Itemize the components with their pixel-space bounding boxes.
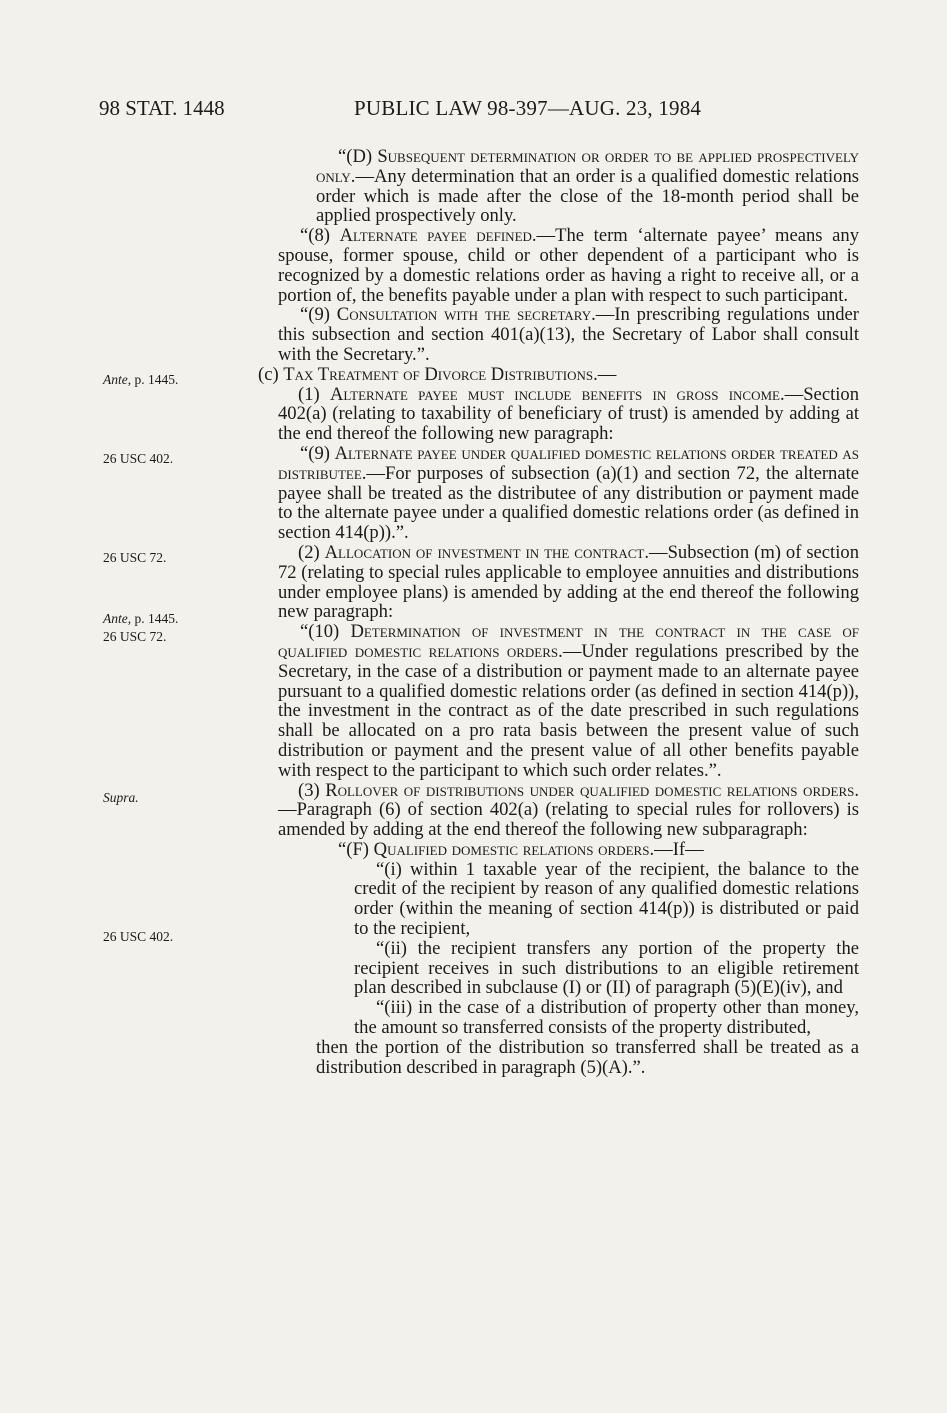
paragraph-c2-quoted: “(10) Determination of investment in the contract in the case of qualified domestic relations orders.—Under regulations prescribed by the Secretary, in the case of a distribution or payment made to an alternate payee pursuant to a qualified domestic relations order (as defined in section 414(p)), the investment in the contract as of the date prescribed in such regulations shall be allocated on a pro rata basis between the present value of such distribution or payment and the present value of all other benefits payable with respect to the participant to which such order relates.”. xyxy=(278,621,859,781)
paragraph-c3: (3) Rollover of distributions under qualified domestic relations orders.—Paragraph (6) of section 402(a) (relating to special rules for rollovers) is amended by adding at the end thereof the following new subparagraph: xyxy=(278,779,859,841)
paragraph-c2: (2) Allocation of investment in the contract.—Subsection (m) of section 72 (relating to special rules applicable to employee annuities and distributions under employee plans) is amended by adding at the end thereof the following new paragraph: xyxy=(278,541,859,623)
closing-sentence: then the portion of the distribution so transferred shall be treated as a distribution described in paragraph (5)(A).”. xyxy=(316,1036,859,1078)
margin-note-ante: Ante, p. 1445. xyxy=(103,372,179,387)
subparagraph-d: “(D) Subsequent determination or order to be applied prospectively only.—Any determination that an order is a qualified domestic relations order which is made after the close of the 18-month period shall be applied prospectively only. xyxy=(316,146,859,227)
paragraph-c1: (1) Alternate payee must include benefits in gross income.—Section 402(a) (relating to taxability of beneficiary of trust) is amended by adding at the end thereof the following new paragraph: xyxy=(278,383,859,445)
paragraph-8: “(8) Alternate payee defined.—The term ‘alternate payee’ means any spouse, former spouse, child or other dependent of a participant who is recognized by a domestic relations order as having a right to receive all, or a portion of, the benefits payable under a plan with respect to such participant. xyxy=(278,225,859,306)
paragraph-c1-quoted: “(9) Alternate payee under qualified domestic relations order treated as distributee.—For purposes of subsection (a)(1) and section 72, the alternate payee shall be treated as the distributee of any distribution or payment made to the alternate payee under a qualified domestic relations order (as defined in section 414(p)).”. xyxy=(278,442,859,544)
margin-note-supra: Supra. xyxy=(103,790,139,805)
statute-body xyxy=(258,146,859,1078)
clause-ii: “(ii) the recipient transfers any portion of the property the recipient receives in such distributions to an eligible retirement plan described in subclause (I) or (II) of paragraph (5)(E)(iv), and xyxy=(354,937,859,999)
page-running-title: PUBLIC LAW 98-397—AUG. 23, 1984 xyxy=(354,96,702,120)
paragraph-9: “(9) Consultation with the secretary.—In prescribing regulations under this subsection and section 401(a)(13), the Secretary of Labor shall consult with the Secretary.”. xyxy=(278,304,859,365)
subsection-c: (c) Tax Treatment of Divorce Distributions.— xyxy=(258,363,617,385)
page-stat-citation: 98 STAT. 1448 xyxy=(99,96,225,120)
margin-note-usc: 26 USC 72. xyxy=(103,550,167,565)
margin-note-usc: 26 USC 402. xyxy=(103,929,174,944)
subparagraph-f: “(F) Qualified domestic relations orders.—If— xyxy=(338,838,704,860)
margin-note-usc: 26 USC 402. xyxy=(103,451,174,466)
clause-i: “(i) within 1 taxable year of the recipient, the balance to the credit of the recipient by reason of any qualified domestic relations order (within the meaning of section 414(p)) is distributed or paid to the recipient, xyxy=(354,858,859,940)
clause-iii: “(iii) in the case of a distribution of property other than money, the amount so transferred consists of the property distributed, xyxy=(354,997,859,1039)
margin-note-ante: Ante, p. 1445. xyxy=(103,611,179,626)
margin-note-usc: 26 USC 72. xyxy=(103,629,167,644)
